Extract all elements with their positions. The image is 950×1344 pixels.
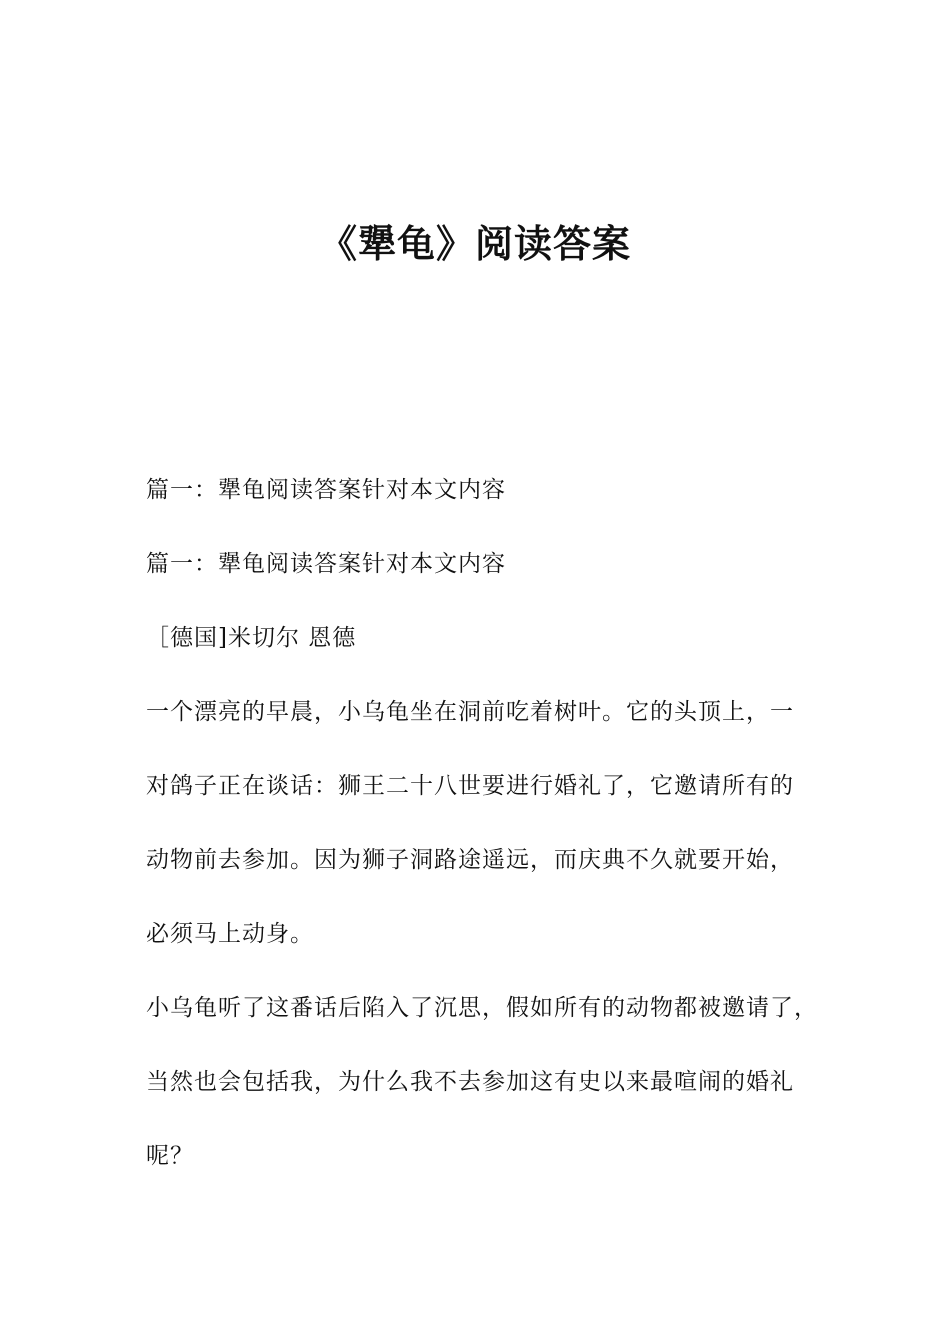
section-heading: 篇一：犟龟阅读答案针对本文内容 — [146, 477, 506, 503]
text-line: 一个漂亮的早晨，小乌龟坐在洞前吃着树叶。它的头顶上，一 — [146, 699, 794, 725]
document-body — [146, 453, 826, 1193]
text-line: 对鸽子正在谈话：狮王二十八世要进行婚礼了，它邀请所有的 — [146, 773, 794, 799]
text-line: 小乌龟听了这番话后陷入了沉思，假如所有的动物都被邀请了， — [146, 995, 818, 1021]
section-subheading: 篇一：犟龟阅读答案针对本文内容 — [146, 551, 506, 577]
text-line: 动物前去参加。因为狮子洞路途遥远，而庆典不久就要开始， — [146, 847, 794, 873]
text-line: 必须马上动身。 — [146, 921, 314, 947]
text-line: 当然也会包括我，为什么我不去参加这有史以来最喧闹的婚礼 — [146, 1069, 794, 1095]
document-title: 《犟龟》阅读答案 — [318, 222, 631, 266]
author-line: ［德国]米切尔 恩德 — [146, 625, 357, 651]
text-line: 呢？ — [146, 1143, 194, 1169]
